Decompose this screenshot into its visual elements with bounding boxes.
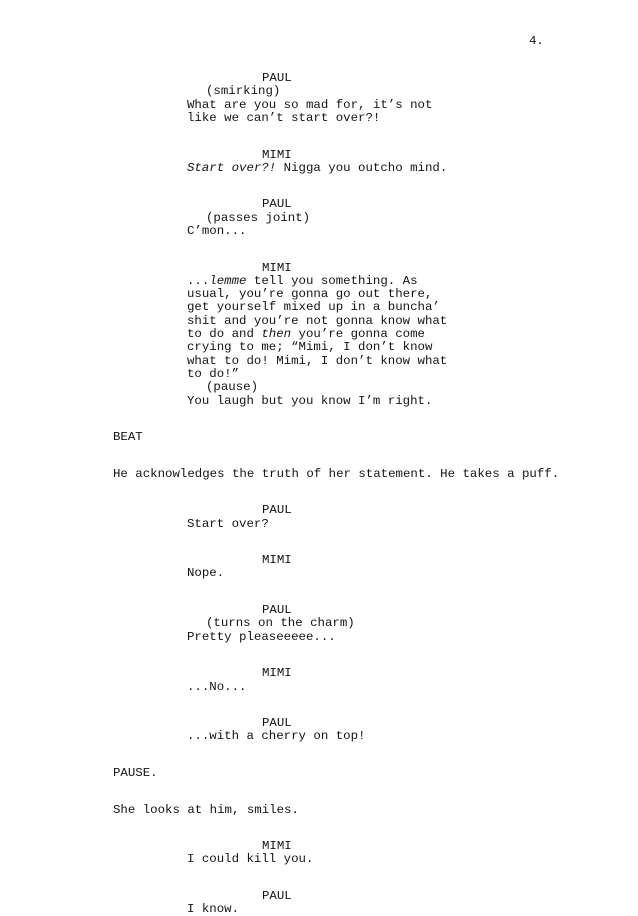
dialogue-line: [187, 301, 440, 314]
text-segment: crying to me; “Mimi, I don’t know: [187, 340, 433, 355]
character-cue: MIMI: [262, 147, 292, 162]
text-segment: I know.: [187, 902, 240, 916]
dialogue-line: [187, 225, 247, 238]
page-number: 4.: [529, 34, 544, 48]
dialogue-line: [187, 315, 447, 328]
parenthetical: (turns on the charm): [206, 616, 355, 631]
dialogue-line: [187, 328, 425, 341]
dialogue-line: [187, 162, 447, 175]
italic-text: then: [261, 327, 292, 341]
dialogue-line: [187, 275, 418, 288]
character-cue: PAUL: [262, 603, 292, 617]
text-segment: like we can’t start over?!: [187, 110, 381, 125]
text-segment: ...No...: [187, 679, 247, 694]
text-segment: usual, you’re gonna go out there,: [187, 287, 433, 302]
action-line: She looks at him, smiles.: [113, 802, 299, 817]
character-cue: MIMI: [262, 839, 292, 854]
dialogue-line: [187, 631, 336, 644]
text-segment: tell you something. As: [246, 273, 418, 288]
text-segment: shit and you’re not gonna know what: [187, 313, 448, 328]
dialogue-line: [187, 368, 239, 381]
text-segment: you’re gonna come: [291, 327, 425, 341]
character-cue: PAUL: [262, 503, 292, 518]
text-segment: what to do! Mimi, I don’t know what: [187, 353, 448, 368]
action-line: He acknowledges the truth of her statement. He takes a puff.: [113, 466, 560, 481]
character-cue: MIMI: [262, 666, 292, 681]
character-cue: PAUL: [262, 888, 292, 903]
character-cue: MIMI: [262, 553, 292, 568]
character-cue: PAUL: [262, 716, 292, 730]
character-cue: PAUL: [262, 71, 292, 85]
text-segment: What are you so mad for, it’s not: [187, 97, 433, 112]
dialogue-line: [187, 681, 247, 694]
dialogue-line: [187, 288, 432, 301]
dialogue-line: [187, 99, 432, 112]
text-segment: ...: [187, 273, 210, 288]
dialogue-line: [187, 395, 432, 408]
text-segment: You laugh but you know I’m right.: [187, 393, 433, 408]
action-line: BEAT: [113, 430, 143, 445]
italic-text: Start over?!: [187, 160, 277, 175]
text-segment: C’mon...: [187, 224, 247, 238]
character-cue: PAUL: [262, 197, 292, 212]
text-segment: ...with a cherry on top!: [187, 729, 366, 744]
text-segment: Nope.: [187, 566, 225, 581]
dialogue-line: [187, 567, 224, 580]
text-segment: get yourself mixed up in a buncha’: [187, 300, 440, 315]
text-segment: Pretty pleaseeeee...: [187, 629, 336, 644]
dialogue-line: [187, 518, 269, 531]
parenthetical: (passes joint): [206, 210, 311, 225]
character-cue: MIMI: [262, 260, 292, 275]
action-line: PAUSE.: [113, 765, 158, 780]
text-segment: Start over?: [187, 516, 269, 531]
text-segment: to do and: [187, 327, 262, 341]
dialogue-line: [187, 355, 447, 368]
text-segment: Nigga you outcho mind.: [276, 160, 448, 175]
dialogue-line: [187, 730, 365, 743]
dialogue-line: [187, 112, 380, 125]
dialogue-line: [187, 903, 239, 916]
parenthetical: (smirking): [206, 84, 281, 99]
dialogue-line: [187, 341, 432, 354]
italic-text: lemme: [209, 273, 247, 288]
dialogue-line: [187, 853, 313, 866]
parenthetical: (pause): [206, 380, 259, 395]
text-segment: I could kill you.: [187, 852, 314, 867]
text-segment: to do!”: [187, 366, 240, 381]
